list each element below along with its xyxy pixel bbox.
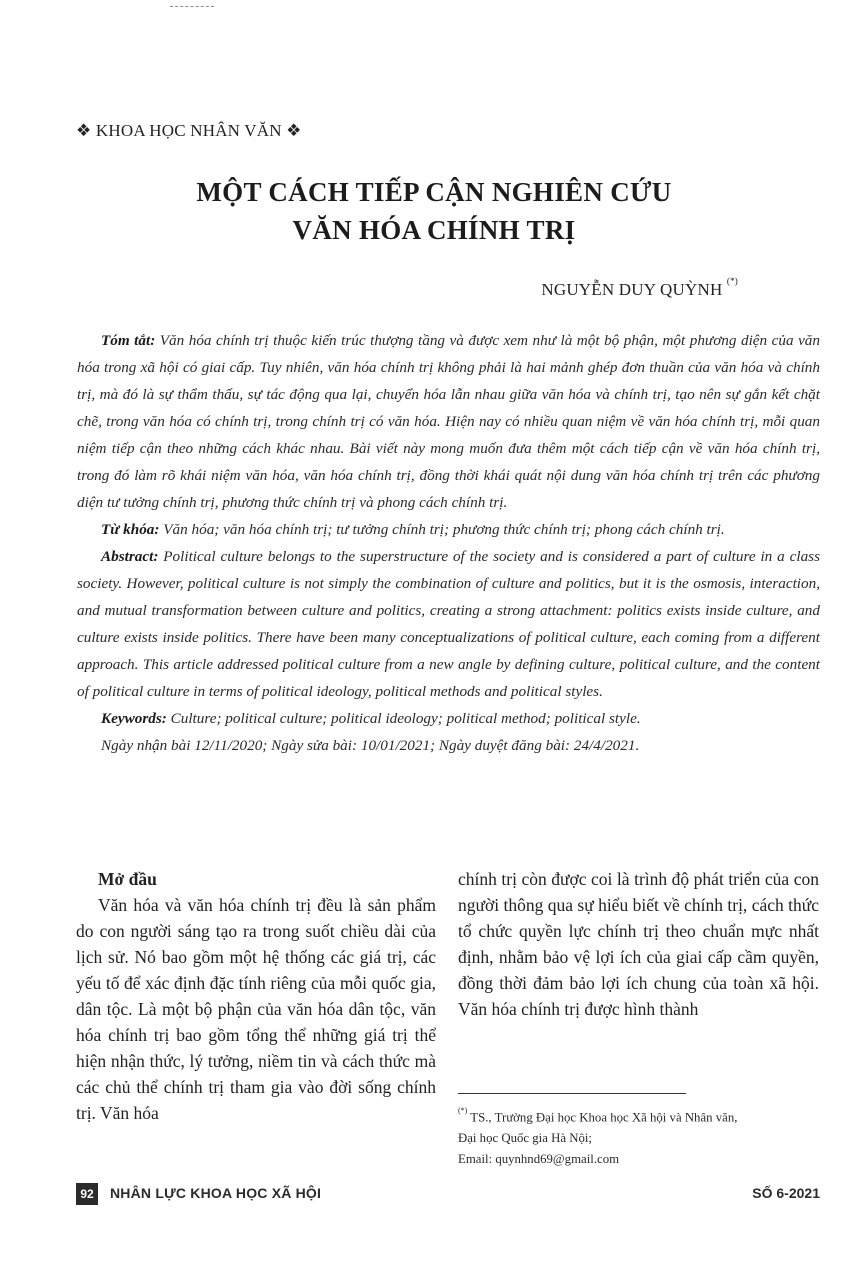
summary-text: Văn hóa chính trị thuộc kiến trúc thượng tầng và được xem như là một bộ phận, một phương diện của văn hóa trong xã hội có giai cấp. Tuy nhiên, văn hóa chính trị không phải là hai mảnh ghép đơn thuần của văn hóa và chính trị, mà đó là sự thẩm thấu, sự tác động qua lại, chuyển hóa lẫn nhau giữa văn hóa và chính trị, tạo nên sự gắn kết chặt chẽ, trong văn hóa có chính trị, trong chính trị có văn hóa. Hiện nay có nhiều quan niệm về văn hóa chính trị, mỗi quan niệm tiếp cận theo những cách khác nhau. Bài viết này mong muốn đưa thêm một cách tiếp cận về văn hóa chính trị, trong đó làm rõ khái niệm văn hóa, văn hóa chính trị, đồng thời khái quát nội dung văn hóa chính trị trên các phương diện tư tưởng chính trị, phương thức chính trị và phong cách chính trị.: [77, 332, 820, 511]
footnote-mark: (*): [458, 1106, 468, 1115]
abstract-text: Political culture belongs to the superstructure of the society and is considered a part of culture in a class society. However, political culture is not simply the combination of culture and politics, but it is the osmosis, interaction, and mutual transformation between culture and politics, creating a strong attachment: politics exists inside culture, and culture exists inside politics. There have been many conceptualizations of political culture, each coming from a different approach. This article addressed political culture from a new angle by defining culture, political culture, and the content of political culture in terms of political ideology, political methods and political styles.: [77, 548, 820, 700]
vietnamese-keywords: [77, 516, 820, 543]
summary-block: [77, 327, 820, 759]
journal-name: NHÂN LỰC KHOA HỌC XÃ HỘI: [110, 1185, 322, 1201]
section-label: ❖ KHOA HỌC NHÂN VĂN ❖: [76, 121, 302, 140]
summary-label: Tóm tắt:: [101, 332, 156, 349]
english-keywords: [77, 705, 820, 732]
footnote-affiliation: TS., Trường Đại học Khoa học Xã hội và Nhân văn,: [470, 1110, 738, 1125]
footnote-divider: [458, 1093, 686, 1094]
article-dates: Ngày nhận bài 12/11/2020; Ngày sửa bài: 10/01/2021; Ngày duyệt đăng bài: 24/4/2021.: [101, 737, 640, 754]
vietnamese-summary: [77, 327, 820, 516]
body-column-left: [76, 866, 436, 1126]
decorative-rule: [170, 6, 214, 7]
author-name: [541, 276, 738, 300]
page-number: 92: [76, 1183, 98, 1205]
article-title-line2: VĂN HÓA CHÍNH TRỊ: [292, 215, 576, 245]
footnote-line2: Đại học Quốc gia Hà Nội;: [458, 1131, 592, 1146]
issue-number: SỐ 6-2021: [752, 1185, 820, 1201]
vn-keywords-label: Từ khóa:: [101, 521, 160, 538]
page-footer: [76, 1183, 820, 1207]
article-title-line1: MỘT CÁCH TIẾP CẬN NGHIÊN CỨU: [196, 177, 672, 207]
body-paragraph-continued: chính trị còn được coi là trình độ phát triển của con người thông qua sự hiểu biết về chính trị, cách thức tổ chức quyền lực chính trị theo chuẩn mực nhất định, nhằm bảo vệ lợi ích của giai cấp cầm quyền, đồng thời đảm bảo lợi ích chung của toàn xã hội. Văn hóa chính trị được hình thành: [458, 869, 819, 1019]
author-name-text: NGUYỄN DUY QUỲNH: [541, 280, 723, 299]
body-paragraph: Văn hóa và văn hóa chính trị đều là sản phẩm do con người sáng tạo ra trong suốt chiều dài của lịch sử. Nó bao gồm một hệ thống các giá trị, các yếu tố để xác định đặc tính riêng của mỗi quốc gia, dân tộc. Là một bộ phận của văn hóa dân tộc, văn hóa chính trị bao gồm tổng thể những giá trị thể hiện nhận thức, lý tưởng, niềm tin và cách thức mà các chủ thể chính trị tham gia vào đời sống chính trị. Văn hóa: [76, 895, 436, 1123]
section-heading: Mở đầu: [98, 869, 157, 889]
english-abstract: [77, 543, 820, 705]
keywords-label: Keywords:: [101, 710, 167, 727]
footnote: [458, 1103, 823, 1170]
vn-keywords-text: Văn hóa; văn hóa chính trị; tư tưởng chính trị; phương thức chính trị; phong cách chính trị.: [163, 521, 725, 538]
footnote-email: Email: quynhnd69@gmail.com: [458, 1152, 620, 1167]
abstract-label: Abstract:: [101, 548, 159, 565]
author-footnote-mark: (*): [726, 276, 738, 287]
body-column-right: [458, 866, 819, 1022]
keywords-text: Culture; political culture; political ideology; political method; political style.: [170, 710, 641, 727]
footnote-line1: [458, 1103, 823, 1128]
